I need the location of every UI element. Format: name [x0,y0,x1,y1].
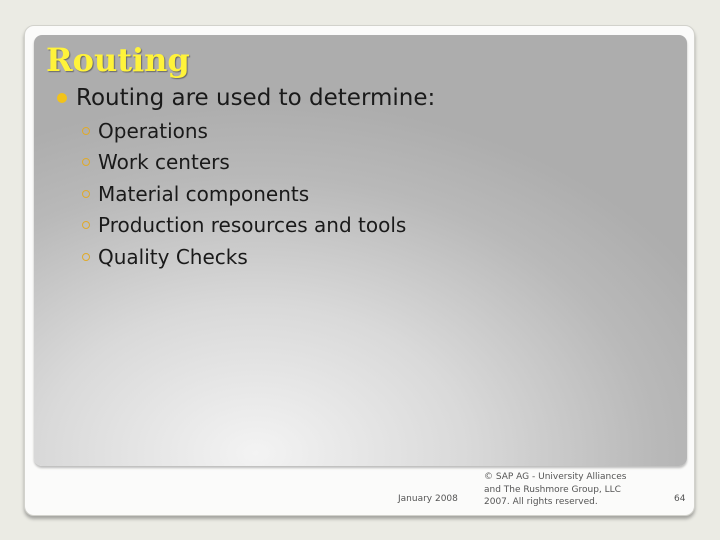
sub-bullet-item [82,147,406,179]
ring-bullet-icon [82,190,90,198]
sub-bullet-list [82,115,406,273]
sub-bullet-item [82,178,406,210]
sub-bullet-text: Material components [98,181,310,206]
sub-bullet-item [82,241,406,273]
ring-bullet-icon [82,127,90,135]
sub-bullet-item [82,210,406,242]
ring-bullet-icon [82,253,90,261]
sub-bullet-text: Production resources and tools [98,213,407,238]
main-bullet [57,83,435,113]
bullet-dot-icon [57,93,67,103]
copyright-line: © SAP AG - University Alliances [484,472,627,482]
copyright-line: 2007. All rights reserved. [484,497,598,507]
footer-copyright [484,471,659,509]
copyright-line: and The Rushmore Group, LLC [484,484,621,495]
sub-bullet-item [82,115,406,147]
sub-bullet-text: Operations [98,118,208,143]
ring-bullet-icon [82,158,90,166]
main-bullet-text: Routing are used to determine: [76,85,436,111]
ring-bullet-icon [82,221,90,229]
page-number: 64 [674,494,686,504]
sub-bullet-text: Quality Checks [98,244,248,269]
slide-title: Routing [46,41,190,79]
sub-bullet-text: Work centers [98,150,230,175]
footer-date: January 2008 [398,494,458,504]
